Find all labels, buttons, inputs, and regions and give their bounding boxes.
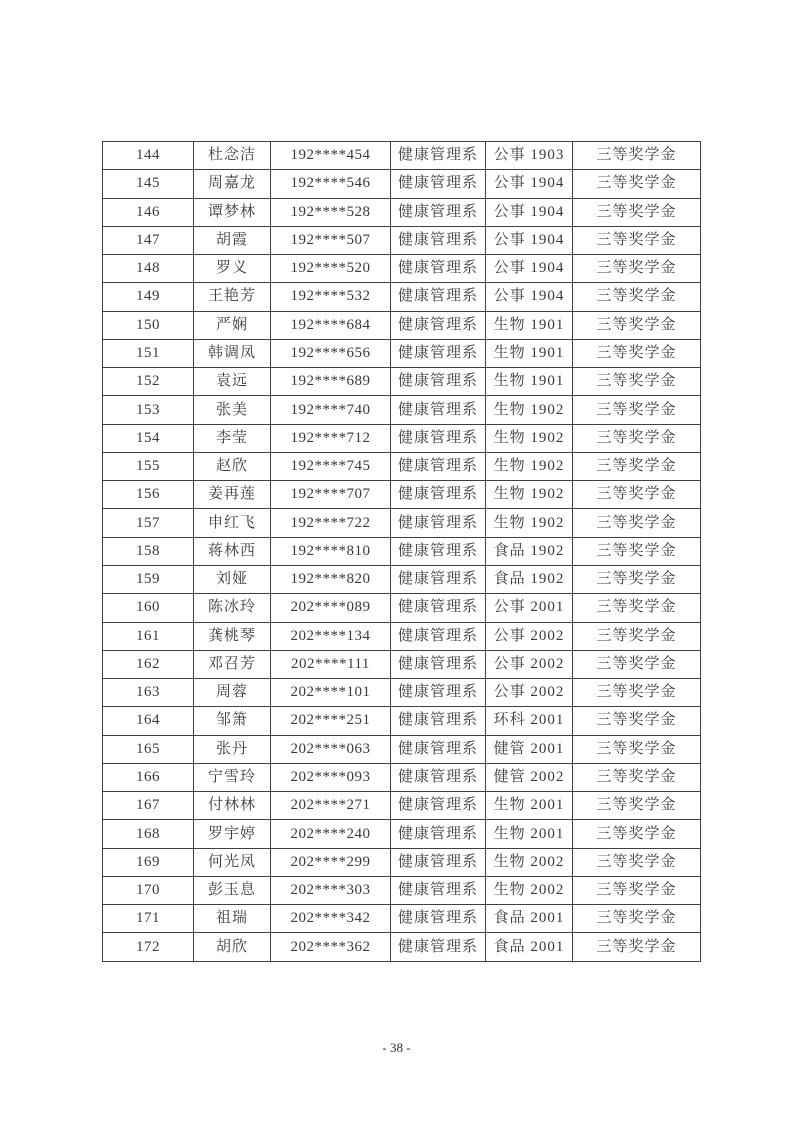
department-cell: 健康管理系 [391,876,486,904]
table-row [103,481,701,509]
table-row [103,509,701,537]
row-number-cell: 155 [103,452,194,480]
student-name-cell: 邹箫 [194,707,271,735]
class-cell: 生物 1901 [486,339,573,367]
department-cell: 健康管理系 [391,707,486,735]
award-cell: 三等奖学金 [573,226,701,254]
table-row [103,311,701,339]
row-number-cell: 172 [103,933,194,962]
class-cell: 公事 2002 [486,622,573,650]
student-name-cell: 蒋林西 [194,537,271,565]
award-cell: 三等奖学金 [573,198,701,226]
department-cell: 健康管理系 [391,905,486,933]
award-cell: 三等奖学金 [573,707,701,735]
student-name-cell: 罗宇婷 [194,820,271,848]
department-cell: 健康管理系 [391,820,486,848]
student-name-cell: 张美 [194,396,271,424]
award-cell: 三等奖学金 [573,311,701,339]
row-number-cell: 157 [103,509,194,537]
department-cell: 健康管理系 [391,142,486,170]
student-name-cell: 袁远 [194,368,271,396]
table-row [103,933,701,962]
class-cell: 环科 2001 [486,707,573,735]
student-name-cell: 杜念洁 [194,142,271,170]
award-cell: 三等奖学金 [573,424,701,452]
class-cell: 食品 1902 [486,565,573,593]
table-row [103,622,701,650]
department-cell: 健康管理系 [391,679,486,707]
table-row [103,142,701,170]
row-number-cell: 171 [103,905,194,933]
class-cell: 生物 2002 [486,876,573,904]
department-cell: 健康管理系 [391,339,486,367]
student-id-cell: 192****684 [271,311,391,339]
department-cell: 健康管理系 [391,198,486,226]
department-cell: 健康管理系 [391,650,486,678]
award-cell: 三等奖学金 [573,339,701,367]
student-id-cell: 192****528 [271,198,391,226]
row-number-cell: 145 [103,170,194,198]
class-cell: 生物 1902 [486,481,573,509]
student-name-cell: 何光凤 [194,848,271,876]
student-name-cell: 谭梦林 [194,198,271,226]
table-row [103,905,701,933]
scholarship-table [102,141,701,962]
award-cell: 三等奖学金 [573,170,701,198]
row-number-cell: 170 [103,876,194,904]
row-number-cell: 152 [103,368,194,396]
table-row [103,565,701,593]
student-id-cell: 202****134 [271,622,391,650]
row-number-cell: 153 [103,396,194,424]
award-cell: 三等奖学金 [573,679,701,707]
class-cell: 公事 1904 [486,170,573,198]
department-cell: 健康管理系 [391,792,486,820]
award-cell: 三等奖学金 [573,594,701,622]
table-row [103,876,701,904]
department-cell: 健康管理系 [391,311,486,339]
award-cell: 三等奖学金 [573,509,701,537]
student-name-cell: 龚桃琴 [194,622,271,650]
row-number-cell: 154 [103,424,194,452]
award-cell: 三等奖学金 [573,763,701,791]
department-cell: 健康管理系 [391,565,486,593]
table-row [103,679,701,707]
student-name-cell: 姜再莲 [194,481,271,509]
row-number-cell: 147 [103,226,194,254]
table-row [103,368,701,396]
row-number-cell: 167 [103,792,194,820]
row-number-cell: 161 [103,622,194,650]
class-cell: 生物 2002 [486,848,573,876]
award-cell: 三等奖学金 [573,820,701,848]
student-id-cell: 192****689 [271,368,391,396]
row-number-cell: 158 [103,537,194,565]
class-cell: 生物 1901 [486,368,573,396]
row-number-cell: 165 [103,735,194,763]
student-id-cell: 202****251 [271,707,391,735]
scholarship-table-body [103,142,701,962]
class-cell: 生物 2001 [486,820,573,848]
student-name-cell: 刘娅 [194,565,271,593]
row-number-cell: 169 [103,848,194,876]
award-cell: 三等奖学金 [573,396,701,424]
row-number-cell: 148 [103,255,194,283]
student-name-cell: 胡霞 [194,226,271,254]
award-cell: 三等奖学金 [573,368,701,396]
table-row [103,735,701,763]
student-id-cell: 202****089 [271,594,391,622]
student-name-cell: 李莹 [194,424,271,452]
student-id-cell: 192****532 [271,283,391,311]
class-cell: 食品 2001 [486,933,573,962]
department-cell: 健康管理系 [391,848,486,876]
student-id-cell: 192****507 [271,226,391,254]
class-cell: 食品 2001 [486,905,573,933]
table-row [103,226,701,254]
student-name-cell: 王艳芳 [194,283,271,311]
award-cell: 三等奖学金 [573,622,701,650]
table-row [103,170,701,198]
table-row [103,820,701,848]
student-name-cell: 胡欣 [194,933,271,962]
department-cell: 健康管理系 [391,594,486,622]
department-cell: 健康管理系 [391,255,486,283]
department-cell: 健康管理系 [391,452,486,480]
department-cell: 健康管理系 [391,622,486,650]
student-name-cell: 张丹 [194,735,271,763]
student-name-cell: 彭玉息 [194,876,271,904]
student-name-cell: 罗义 [194,255,271,283]
award-cell: 三等奖学金 [573,452,701,480]
department-cell: 健康管理系 [391,424,486,452]
student-id-cell: 202****271 [271,792,391,820]
student-name-cell: 周嘉龙 [194,170,271,198]
table-row [103,396,701,424]
table-row [103,452,701,480]
student-name-cell: 陈冰玲 [194,594,271,622]
table-row [103,537,701,565]
page-number: - 38 - [382,1040,411,1055]
row-number-cell: 162 [103,650,194,678]
award-cell: 三等奖学金 [573,735,701,763]
student-name-cell: 赵欣 [194,452,271,480]
student-id-cell: 192****820 [271,565,391,593]
class-cell: 生物 2001 [486,792,573,820]
class-cell: 健管 2002 [486,763,573,791]
table-row [103,848,701,876]
student-id-cell: 192****810 [271,537,391,565]
student-id-cell: 192****745 [271,452,391,480]
student-name-cell: 宁雪玲 [194,763,271,791]
class-cell: 健管 2001 [486,735,573,763]
student-name-cell: 付林林 [194,792,271,820]
student-id-cell: 202****303 [271,876,391,904]
class-cell: 生物 1902 [486,396,573,424]
department-cell: 健康管理系 [391,170,486,198]
table-row [103,424,701,452]
award-cell: 三等奖学金 [573,537,701,565]
row-number-cell: 156 [103,481,194,509]
student-id-cell: 202****362 [271,933,391,962]
department-cell: 健康管理系 [391,933,486,962]
award-cell: 三等奖学金 [573,481,701,509]
student-id-cell: 202****342 [271,905,391,933]
department-cell: 健康管理系 [391,226,486,254]
class-cell: 公事 2002 [486,679,573,707]
row-number-cell: 144 [103,142,194,170]
department-cell: 健康管理系 [391,537,486,565]
student-id-cell: 192****740 [271,396,391,424]
student-id-cell: 202****111 [271,650,391,678]
student-name-cell: 申红飞 [194,509,271,537]
student-name-cell: 邓召芳 [194,650,271,678]
class-cell: 食品 1902 [486,537,573,565]
department-cell: 健康管理系 [391,396,486,424]
award-cell: 三等奖学金 [573,650,701,678]
student-id-cell: 192****712 [271,424,391,452]
department-cell: 健康管理系 [391,509,486,537]
table-row [103,339,701,367]
row-number-cell: 164 [103,707,194,735]
student-name-cell: 周蓉 [194,679,271,707]
class-cell: 公事 1904 [486,283,573,311]
table-row [103,594,701,622]
student-id-cell: 192****454 [271,142,391,170]
table-row [103,283,701,311]
student-name-cell: 严娴 [194,311,271,339]
award-cell: 三等奖学金 [573,255,701,283]
row-number-cell: 151 [103,339,194,367]
department-cell: 健康管理系 [391,283,486,311]
student-id-cell: 192****520 [271,255,391,283]
student-id-cell: 192****546 [271,170,391,198]
student-name-cell: 韩调凤 [194,339,271,367]
class-cell: 公事 1904 [486,255,573,283]
table-row [103,198,701,226]
student-id-cell: 202****101 [271,679,391,707]
table-row [103,763,701,791]
class-cell: 公事 1904 [486,198,573,226]
award-cell: 三等奖学金 [573,283,701,311]
department-cell: 健康管理系 [391,481,486,509]
class-cell: 公事 1903 [486,142,573,170]
table-row [103,255,701,283]
student-id-cell: 202****240 [271,820,391,848]
class-cell: 生物 1901 [486,311,573,339]
row-number-cell: 149 [103,283,194,311]
row-number-cell: 146 [103,198,194,226]
class-cell: 生物 1902 [486,424,573,452]
student-id-cell: 202****093 [271,763,391,791]
award-cell: 三等奖学金 [573,565,701,593]
table-row [103,707,701,735]
award-cell: 三等奖学金 [573,848,701,876]
student-id-cell: 202****063 [271,735,391,763]
row-number-cell: 159 [103,565,194,593]
class-cell: 公事 1904 [486,226,573,254]
class-cell: 生物 1902 [486,509,573,537]
award-cell: 三等奖学金 [573,142,701,170]
award-cell: 三等奖学金 [573,905,701,933]
class-cell: 公事 2002 [486,650,573,678]
student-id-cell: 192****656 [271,339,391,367]
table-row [103,650,701,678]
student-name-cell: 祖瑞 [194,905,271,933]
award-cell: 三等奖学金 [573,792,701,820]
department-cell: 健康管理系 [391,735,486,763]
department-cell: 健康管理系 [391,763,486,791]
class-cell: 生物 1902 [486,452,573,480]
class-cell: 公事 2001 [486,594,573,622]
award-cell: 三等奖学金 [573,933,701,962]
row-number-cell: 150 [103,311,194,339]
award-cell: 三等奖学金 [573,876,701,904]
student-id-cell: 202****299 [271,848,391,876]
row-number-cell: 168 [103,820,194,848]
department-cell: 健康管理系 [391,368,486,396]
student-id-cell: 192****707 [271,481,391,509]
table-row [103,792,701,820]
row-number-cell: 160 [103,594,194,622]
row-number-cell: 163 [103,679,194,707]
student-id-cell: 192****722 [271,509,391,537]
row-number-cell: 166 [103,763,194,791]
